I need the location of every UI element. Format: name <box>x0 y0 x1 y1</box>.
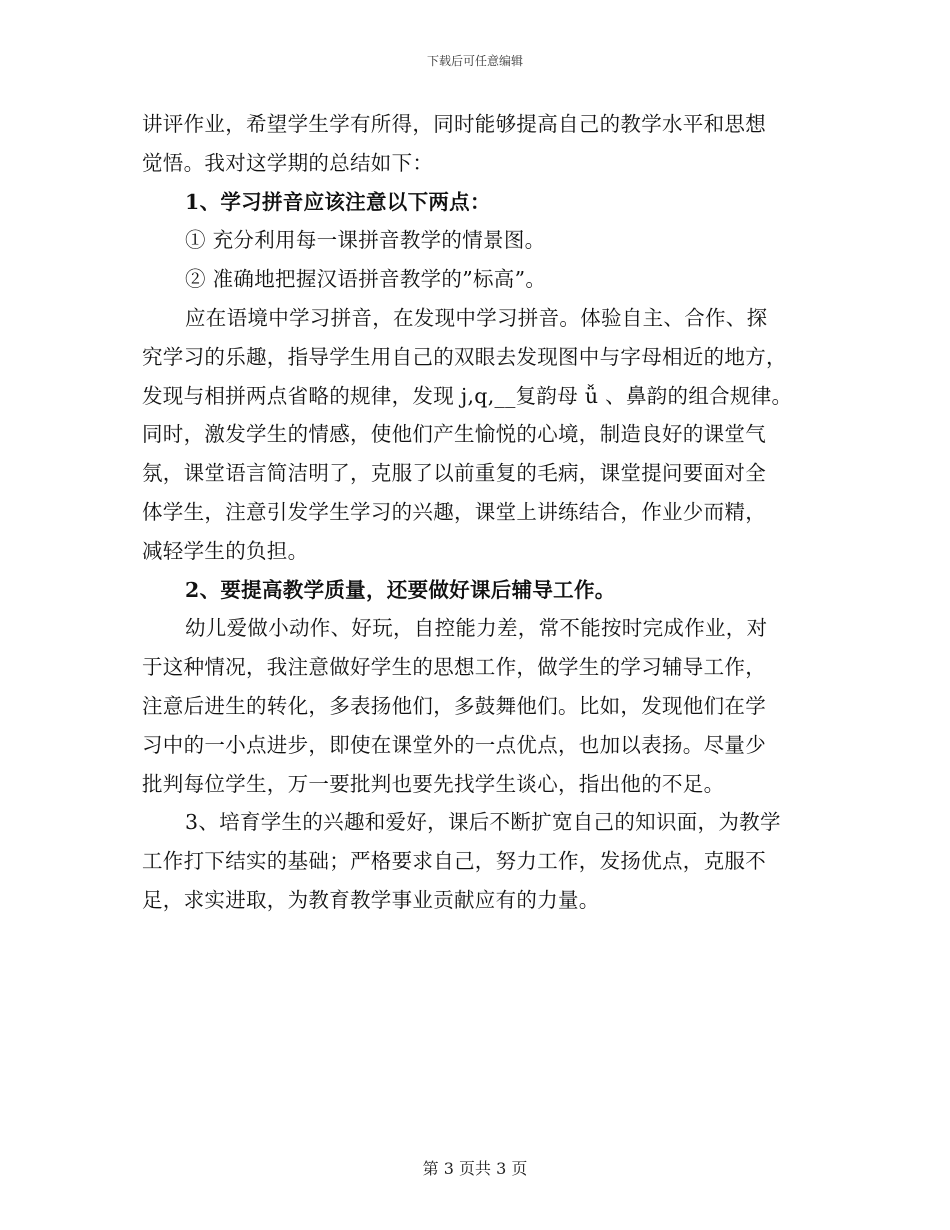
page-footer: 第 3 页共 3 页 <box>422 1159 528 1178</box>
text-line: 工作打下结实的基础；严格要求自己，努力工作，发扬优点，克服不 <box>142 849 766 874</box>
text-line: 减轻学生的负担。 <box>142 538 309 563</box>
text-line: 体学生，注意引发学生学习的兴趣，课堂上讲练结合，作业少而精， <box>142 499 766 524</box>
text-line: 发现与相拼两点省略的规律，发现 j,q,__复韵母 ǚ 、鼻韵的组合规律。 <box>142 383 793 408</box>
text-line: 足，求实进取，为教育教学事业贡献应有的力量。 <box>142 887 600 912</box>
text-line: 注意后进生的转化，多表扬他们，多鼓舞他们。比如，发现他们在学 <box>142 693 766 718</box>
text-line: 于这种情况，我注意做好学生的思想工作，做学生的学习辅导工作， <box>142 655 766 680</box>
text-line: 氛，课堂语言简洁明了，克服了以前重复的毛病，课堂提问要面对全 <box>142 461 766 486</box>
text-line: 应在语境中学习拼音，在发现中学习拼音。体验自主、合作、探 <box>185 305 768 330</box>
text-line: 3、培育学生的兴趣和爱好，课后不断扩宽自己的知识面，为教学 <box>185 810 781 835</box>
text-line: 觉悟。我对这学期的总结如下： <box>142 150 434 175</box>
document-body <box>142 105 812 920</box>
section-heading-line: 2、要提高教学质量，还要做好课后辅导工作。 <box>185 577 616 602</box>
text-line: ① 充分利用每一课拼音教学的情景图。 <box>185 228 546 253</box>
text-line: 究学习的乐趣，指导学生用自己的双眼去发现图中与字母相近的地方， <box>142 344 787 369</box>
text-line: 幼儿爱做小动作、好玩，自控能力差，常不能按时完成作业，对 <box>185 616 768 641</box>
text-line: ② 准确地把握汉语拼音教学的”标高”。 <box>185 267 547 292</box>
text-line: 批判每位学生，万一要批判也要先找学生谈心，指出他的不足。 <box>142 771 725 796</box>
section-heading-line: 1、学习拼音应该注意以下两点： <box>185 189 491 214</box>
text-line: 同时，激发学生的情感，使他们产生愉悦的心境，制造良好的课堂气 <box>142 422 766 447</box>
text-line: 习中的一小点进步，即使在课堂外的一点优点，也加以表扬。尽量少 <box>142 732 766 757</box>
page-header: 下载后可任意编辑 <box>426 54 523 68</box>
text-line: 讲评作业，希望学生学有所得，同时能够提高自己的教学水平和思想 <box>142 112 766 136</box>
